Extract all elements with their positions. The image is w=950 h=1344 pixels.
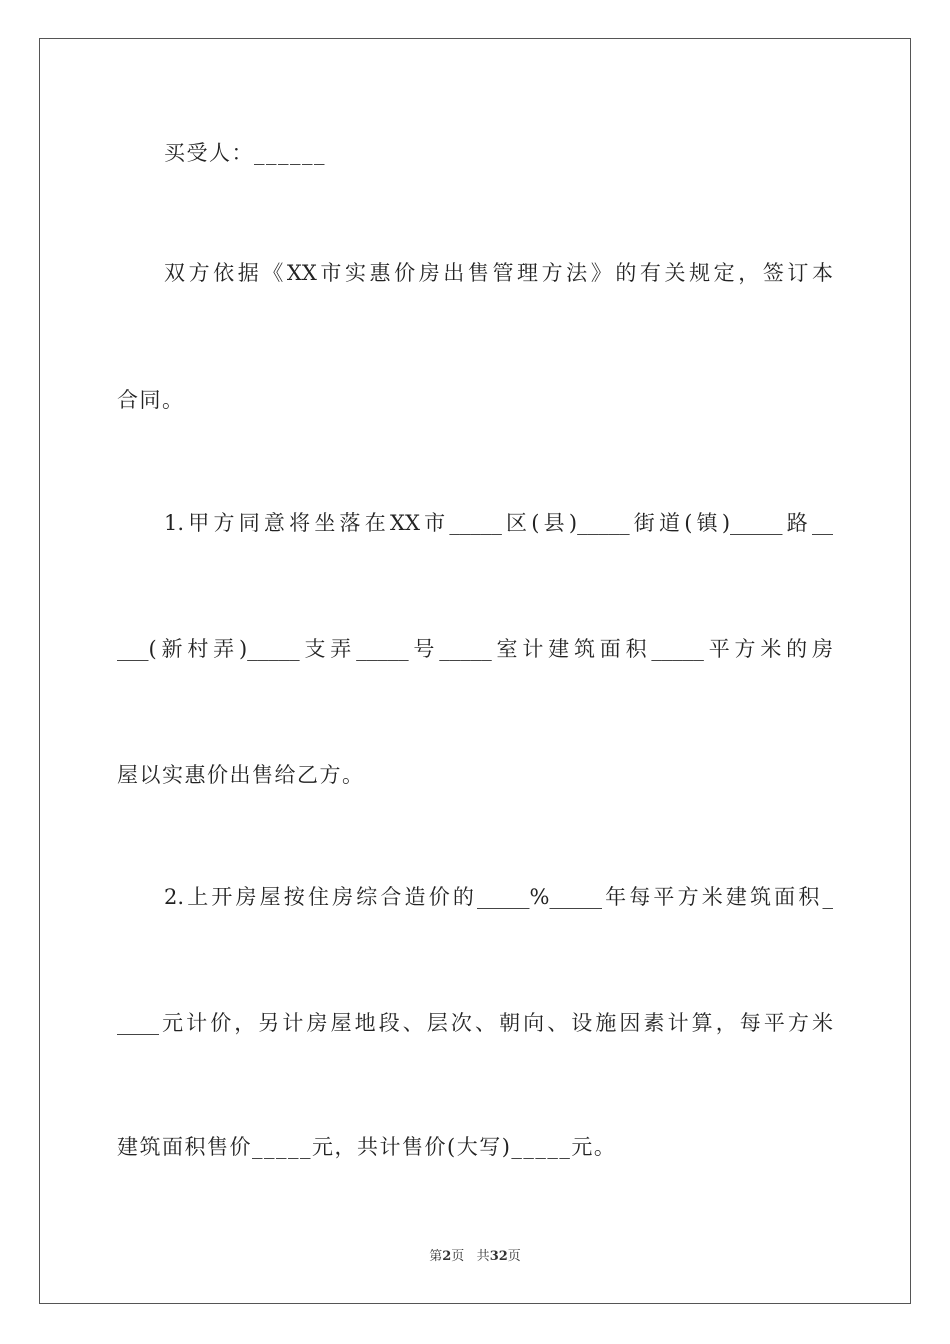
footer-total-suffix: 页 xyxy=(507,1249,521,1264)
clause-1-line-3: 屋以实惠价出售给乙方。 xyxy=(117,763,365,787)
footer-total-pages: 32 xyxy=(489,1249,508,1264)
paragraph-intro-line-2: 合同。 xyxy=(117,388,185,412)
clause-1-line-1: 1.甲方同意将坐落在XX市_____区(县)_____街道(镇)_____路__ xyxy=(164,511,833,535)
footer-page-number: 2 xyxy=(442,1249,452,1264)
buyer-line: 买受人：______ xyxy=(164,141,326,165)
page-footer xyxy=(0,1248,950,1266)
clause-1-line-2: ___(新村弄)_____支弄_____号_____室计建筑面积_____平方米的房 xyxy=(117,637,833,661)
clause-2-line-2: ____元计价，另计房屋地段、层次、朝向、设施因素计算，每平方米 xyxy=(117,1011,833,1035)
footer-total-prefix: 共 xyxy=(476,1249,490,1264)
page-border xyxy=(39,38,911,1304)
clause-2-line-3: 建筑面积售价_____元，共计售价(大写)_____元。 xyxy=(117,1135,617,1159)
paragraph-intro-line-1: 双方依据《XX市实惠价房出售管理方法》的有关规定，签订本 xyxy=(164,261,833,285)
footer-page-prefix: 第 xyxy=(429,1249,443,1264)
footer-page-suffix: 页 xyxy=(451,1249,465,1264)
clause-2-line-1: 2.上开房屋按住房综合造价的_____%_____年每平方米建筑面积_ xyxy=(164,885,833,909)
